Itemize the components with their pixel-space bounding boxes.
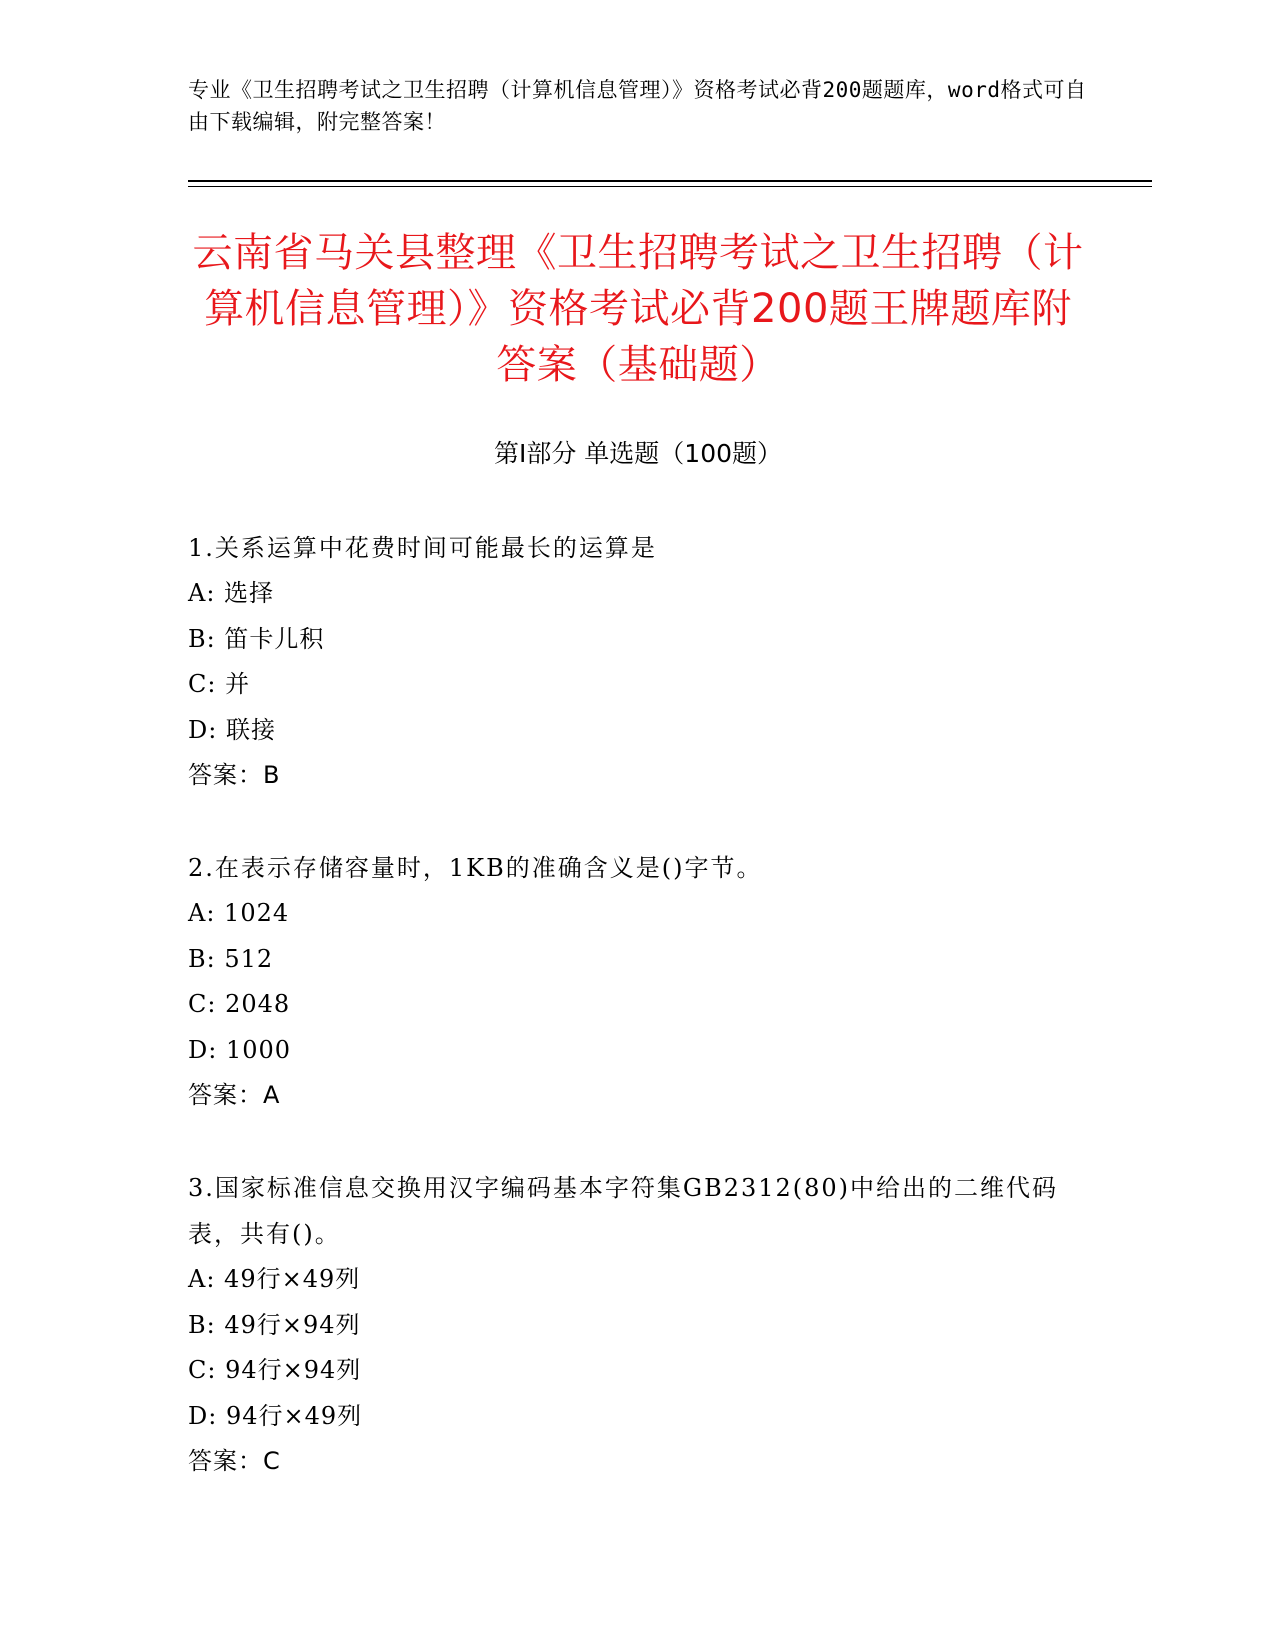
option-a: A: 1024 (188, 899, 290, 927)
question-stem: 1.关系运算中花费时间可能最长的运算是 (188, 534, 657, 562)
answer-line: 答案：C (188, 1447, 281, 1475)
question-1 (188, 525, 1088, 799)
question-stem: 3.国家标准信息交换用汉字编码基本字符集GB2312(80)中给出的二维代码表，共有()。 (188, 1174, 1059, 1248)
question-3 (188, 1165, 1088, 1485)
answer-line: 答案：B (188, 761, 281, 789)
option-a: A: 选择 (188, 579, 275, 607)
option-b: B: 512 (188, 944, 274, 973)
document-title: 云南省马关县整理《卫生招聘考试之卫生招聘（计算机信息管理）》资格考试必背200题王牌题库附答案（基础题） (192, 230, 1084, 388)
header-note: 专业《卫生招聘考试之卫生招聘（计算机信息管理）》资格考试必背200题题库，word格式可自由下载编辑，附完整答案！ (188, 78, 1087, 134)
section-heading: 第I部分 单选题（100题） (493, 439, 783, 468)
option-d: D: 联接 (188, 715, 276, 744)
header-divider-thin (188, 186, 1152, 187)
option-a: A: 49行×49列 (188, 1265, 361, 1293)
option-c: C: 2048 (188, 990, 291, 1018)
answer-line: 答案：A (188, 1081, 281, 1109)
option-c: C: 并 (188, 670, 251, 698)
question-stem: 2.在表示存储容量时，1KB的准确含义是()字节。 (188, 854, 763, 882)
option-b: B: 49行×94列 (188, 1310, 361, 1339)
header-divider-thick (188, 180, 1152, 182)
option-d: D: 1000 (188, 1035, 292, 1064)
option-c: C: 94行×94列 (188, 1356, 362, 1384)
option-d: D: 94行×49列 (188, 1401, 363, 1430)
question-2 (188, 845, 1088, 1119)
option-b: B: 笛卡儿积 (188, 624, 325, 653)
